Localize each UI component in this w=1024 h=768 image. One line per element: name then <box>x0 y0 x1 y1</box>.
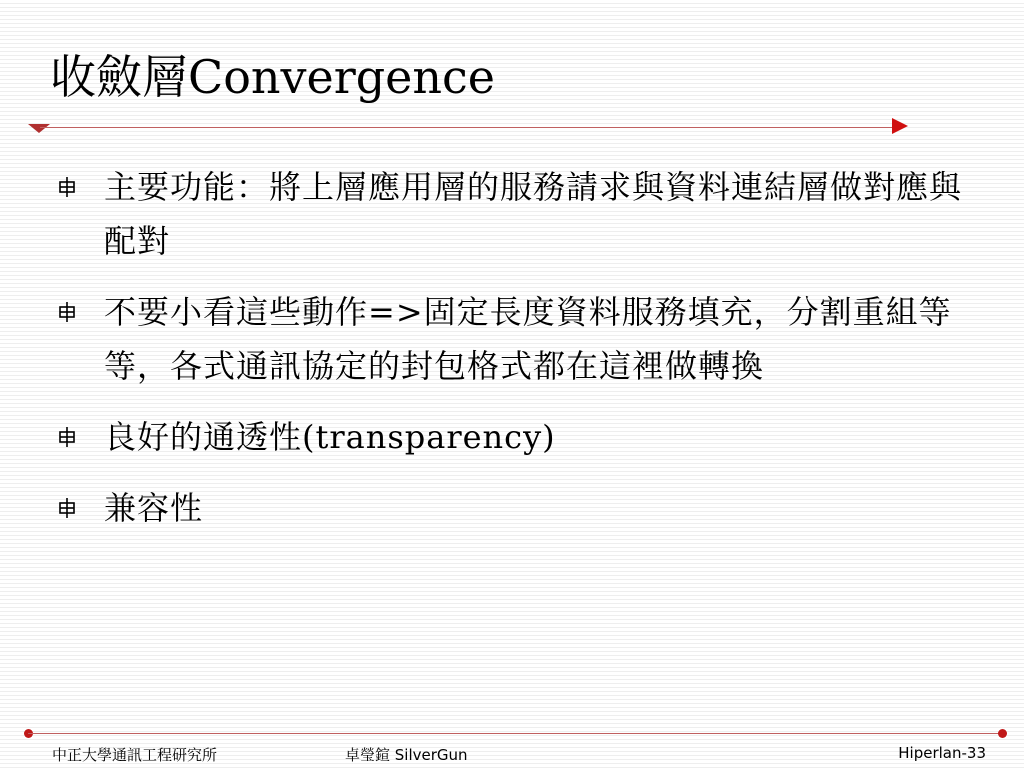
triangle-right-icon <box>892 118 908 134</box>
boxed-cross-bullet-icon <box>56 301 78 323</box>
bullet-item <box>52 410 972 464</box>
bullet-item <box>52 481 972 535</box>
footer-page-number: Hiperlan-33 <box>898 744 986 762</box>
boxed-cross-bullet-icon <box>56 176 78 198</box>
boxed-cross-bullet-icon <box>56 497 78 519</box>
title-divider <box>40 127 902 128</box>
footer-author: 卓瑩鍹 SilverGun <box>345 746 468 764</box>
bullet-text: 不要小看這些動作=>固定長度資料服務填充，分割重組等等，各式通訊協定的封包格式都在這裡做轉換 <box>104 293 952 385</box>
footer-right-dot-icon <box>998 729 1007 738</box>
boxed-cross-bullet-icon <box>56 426 78 448</box>
bullet-text: 兼容性 <box>104 489 204 527</box>
triangle-down-icon <box>28 124 50 133</box>
bullet-item <box>52 285 972 393</box>
footer-divider <box>28 733 1004 734</box>
footer-institution: 中正大學通訊工程研究所 <box>52 746 218 764</box>
bullet-item <box>52 160 972 268</box>
bullet-text: 主要功能：將上層應用層的服務請求與資料連結層做對應與配對 <box>104 168 963 260</box>
bullet-list <box>52 160 972 552</box>
slide-title: 收斂層Convergence <box>50 50 495 104</box>
bullet-text: 良好的通透性(transparency) <box>104 418 556 456</box>
